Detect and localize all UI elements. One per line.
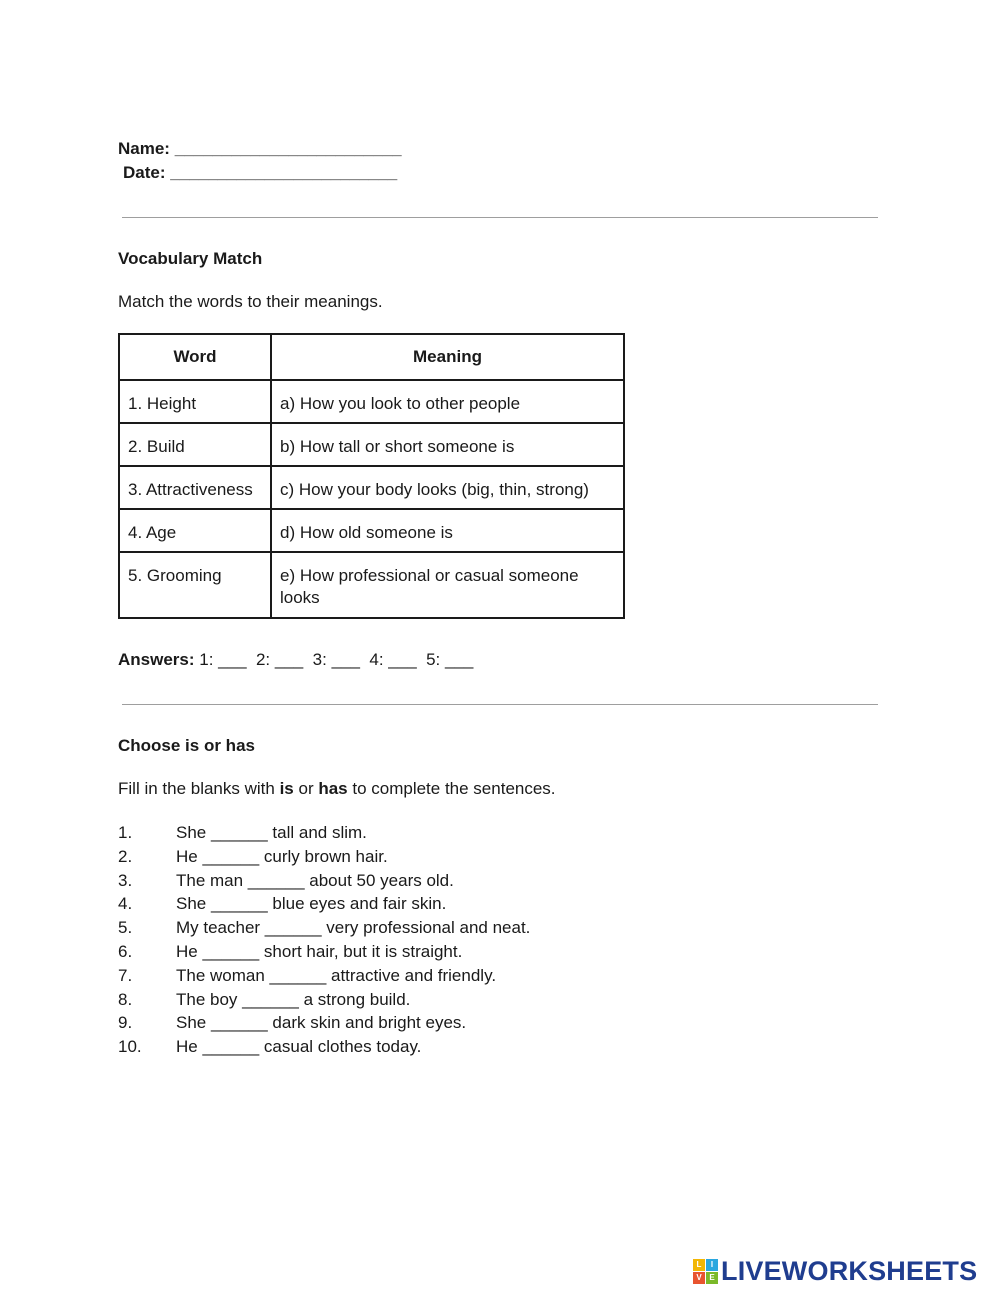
meaning-cell: c) How your body looks (big, thin, strong)	[271, 466, 624, 509]
fill-instruction	[118, 779, 556, 799]
meaning-cell: d) How old someone is	[271, 509, 624, 552]
item-text: He ______ short hair, but it is straight.	[176, 941, 463, 961]
logo-tile-i: I	[706, 1259, 718, 1271]
item-text: The woman ______ attractive and friendly.	[176, 965, 497, 985]
answers-line[interactable]	[118, 650, 473, 670]
item-text: He ______ curly brown hair.	[176, 846, 388, 866]
liveworksheets-logo-icon	[693, 1259, 718, 1284]
vocab-title: Vocabulary Match	[118, 249, 263, 268]
table-header-row	[119, 334, 624, 380]
name-label: Name:	[118, 139, 170, 158]
table-row	[119, 380, 624, 423]
name-field	[118, 139, 402, 159]
divider	[122, 217, 878, 218]
logo-tile-l: L	[693, 1259, 705, 1271]
item-text: She ______ dark skin and bright eyes.	[176, 1013, 467, 1033]
list-item[interactable]	[118, 821, 530, 845]
item-number: 1.	[118, 823, 133, 842]
meaning-cell: b) How tall or short someone is	[271, 423, 624, 466]
word-cell: 4. Age	[119, 509, 271, 552]
item-text: He ______ casual clothes today.	[176, 1037, 422, 1057]
item-number: 2.	[118, 846, 133, 866]
sentence-list	[118, 821, 530, 1059]
name-blank[interactable]: ________________________	[174, 139, 402, 158]
item-number: 5.	[118, 918, 133, 938]
item-number: 8.	[118, 989, 133, 1009]
list-item[interactable]	[118, 845, 530, 869]
item-number: 9.	[118, 1013, 133, 1033]
list-item[interactable]	[118, 964, 530, 988]
list-item[interactable]	[118, 988, 530, 1012]
list-item[interactable]	[118, 940, 530, 964]
word-cell: 3. Attractiveness	[119, 466, 271, 509]
item-number: 4.	[118, 894, 133, 914]
vocab-instruction: Match the words to their meanings.	[118, 292, 383, 311]
meaning-cell: a) How you look to other people	[271, 380, 624, 423]
item-number: 7.	[118, 965, 133, 985]
date-blank[interactable]: ________________________	[170, 163, 398, 182]
list-item[interactable]	[118, 869, 530, 893]
item-number: 10.	[118, 1037, 142, 1057]
answers-label: Answers:	[118, 650, 195, 669]
list-item[interactable]	[118, 1011, 530, 1035]
item-number: 3.	[118, 870, 133, 890]
table-row	[119, 466, 624, 509]
item-text: The man ______ about 50 years old.	[176, 870, 454, 890]
vocab-table	[118, 333, 625, 619]
fill-title: Choose is or has	[118, 736, 255, 755]
table-row	[119, 423, 624, 466]
logo-tile-e: E	[706, 1272, 718, 1284]
date-label: Date:	[123, 163, 166, 182]
item-text: My teacher ______ very professional and neat.	[176, 918, 531, 938]
item-number: 6.	[118, 941, 133, 961]
instruction-is: is	[279, 779, 294, 798]
table-row	[119, 552, 624, 618]
item-text: She ______ tall and slim.	[176, 823, 367, 842]
logo-tile-v: V	[693, 1272, 705, 1284]
instruction-text: Fill in the blanks with	[118, 779, 280, 798]
table-row	[119, 509, 624, 552]
item-text: The boy ______ a strong build.	[176, 989, 411, 1009]
meaning-cell: e) How professional or casual someone looks	[271, 552, 624, 618]
column-header-meaning: Meaning	[271, 334, 624, 380]
logo-text: LIVEWORKSHEETS	[721, 1256, 978, 1286]
list-item[interactable]	[118, 916, 530, 940]
word-cell: 5. Grooming	[119, 552, 271, 618]
instruction-has: has	[318, 779, 348, 798]
column-header-word: Word	[119, 334, 271, 380]
divider	[122, 704, 878, 705]
answers-blanks[interactable]: 1: ___ 2: ___ 3: ___ 4: ___ 5: ___	[194, 650, 474, 669]
liveworksheets-logo[interactable]	[693, 1256, 977, 1287]
instruction-text: or	[293, 779, 319, 798]
item-text: She ______ blue eyes and fair skin.	[176, 894, 447, 914]
list-item[interactable]	[118, 892, 530, 916]
list-item[interactable]	[118, 1035, 530, 1059]
word-cell: 2. Build	[119, 423, 271, 466]
instruction-text: to complete the sentences.	[347, 779, 556, 798]
word-cell: 1. Height	[119, 380, 271, 423]
date-field	[123, 163, 397, 183]
